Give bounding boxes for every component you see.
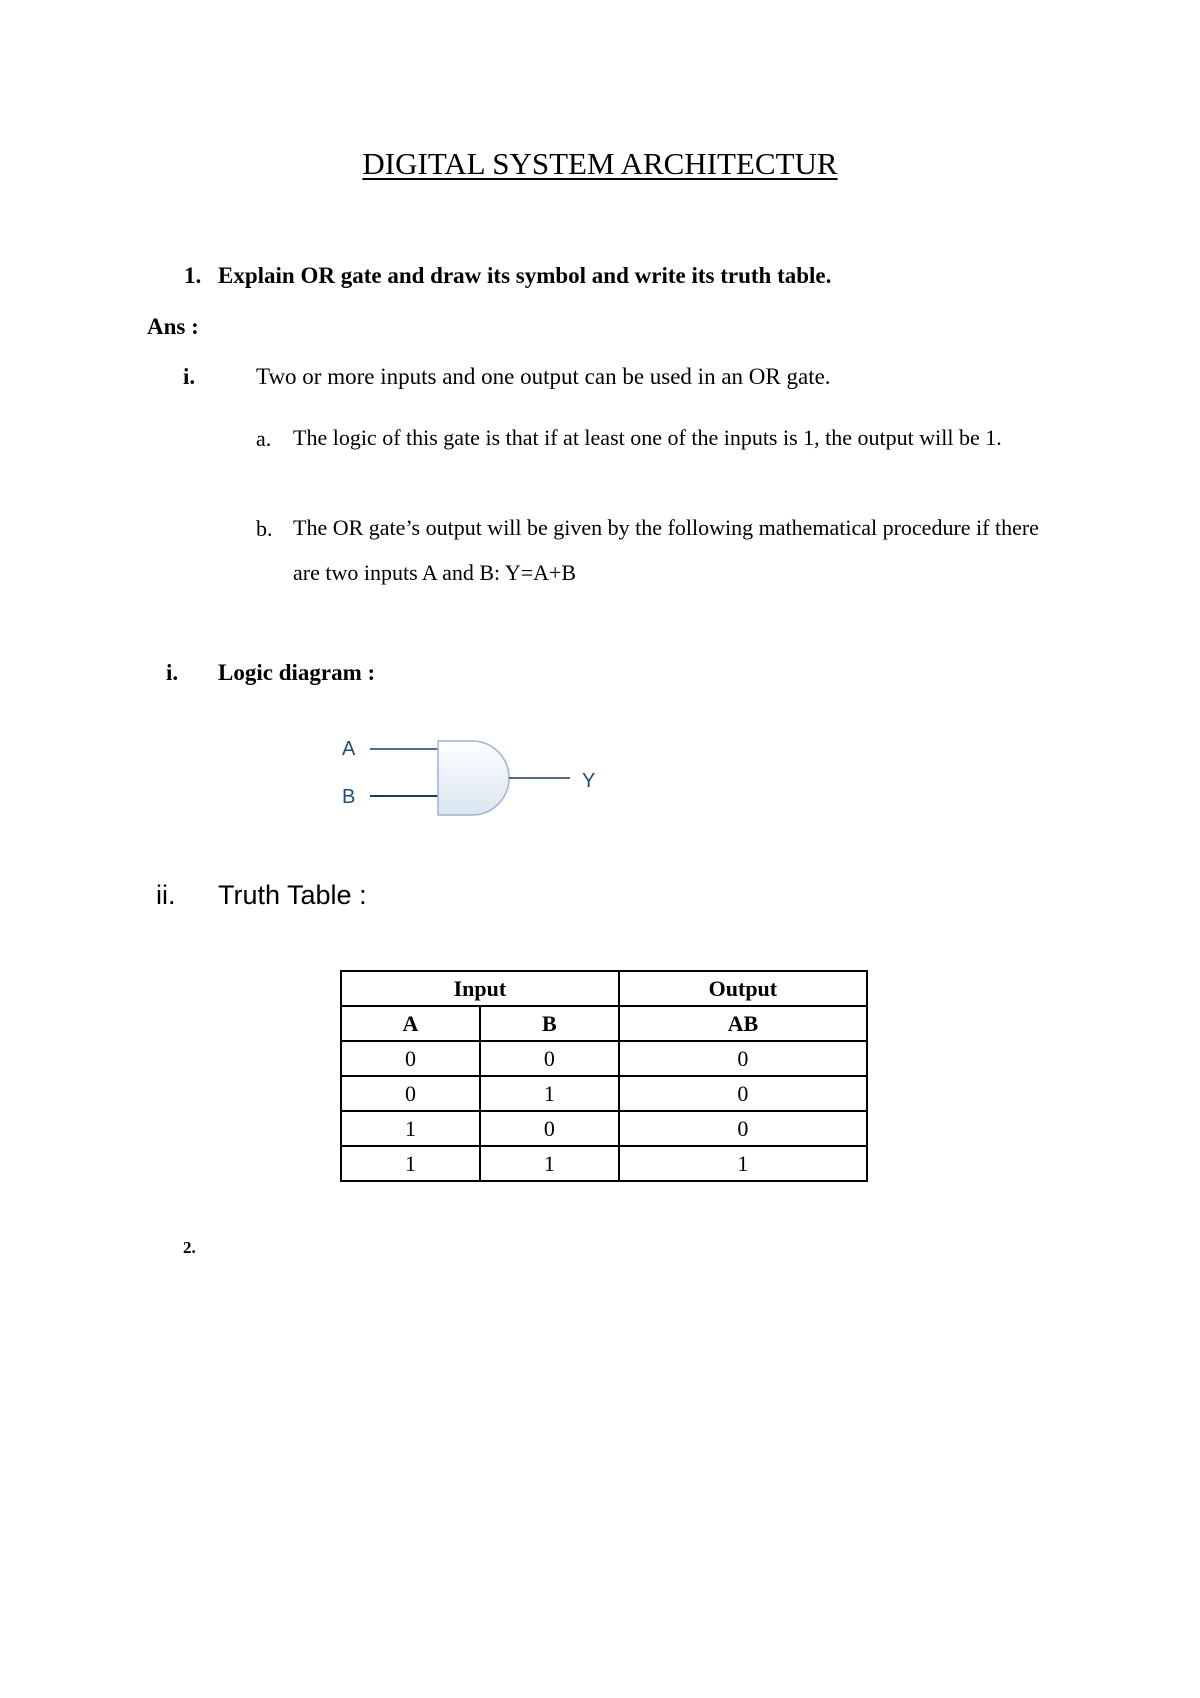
table-cell: 1 bbox=[341, 1146, 480, 1181]
group-header-output: Output bbox=[619, 971, 867, 1006]
gate-output-label: Y bbox=[582, 770, 596, 792]
table-cell: 1 bbox=[480, 1146, 619, 1181]
table-cell: 0 bbox=[480, 1111, 619, 1146]
answer-item-i-marker: i. bbox=[183, 364, 196, 389]
column-header-ab: AB bbox=[619, 1006, 867, 1041]
table-row bbox=[341, 1041, 867, 1076]
answer-item-b-text: The OR gate’s output will be given by the following mathematical procedure if there are two inputs A and B: Y=A+B bbox=[293, 515, 1039, 585]
gate-input-b-label: B bbox=[342, 786, 356, 808]
table-row bbox=[341, 1111, 867, 1146]
answer-item-a-text: The logic of this gate is that if at least one of the inputs is 1, the output will be 1. bbox=[293, 425, 1002, 450]
answer-item-b-marker: b. bbox=[256, 516, 273, 541]
table-cell: 1 bbox=[341, 1111, 480, 1146]
logic-section-marker: i. bbox=[166, 660, 179, 685]
question-2-number: 2. bbox=[183, 1238, 196, 1257]
table-cell: 0 bbox=[619, 1076, 867, 1111]
table-cell: 0 bbox=[341, 1041, 480, 1076]
table-row bbox=[341, 1076, 867, 1111]
table-row bbox=[341, 1146, 867, 1181]
logic-section-title: Logic diagram : bbox=[218, 660, 376, 685]
question-1-number: 1. bbox=[184, 263, 202, 288]
gate-input-a-label: A bbox=[342, 738, 356, 760]
table-cell: 0 bbox=[619, 1041, 867, 1076]
page-title: DIGITAL SYSTEM ARCHITECTUR bbox=[362, 146, 838, 181]
group-header-input: Input bbox=[341, 971, 619, 1006]
truth-table-column-header-row bbox=[341, 1006, 867, 1041]
table-cell: 0 bbox=[341, 1076, 480, 1111]
table-cell: 0 bbox=[619, 1111, 867, 1146]
column-header-b: B bbox=[480, 1006, 619, 1041]
truth-section-marker: ii. bbox=[156, 880, 176, 910]
table-cell: 0 bbox=[480, 1041, 619, 1076]
truth-section-title: Truth Table : bbox=[218, 880, 367, 910]
table-cell: 1 bbox=[480, 1076, 619, 1111]
column-header-a: A bbox=[341, 1006, 480, 1041]
truth-table bbox=[340, 970, 868, 1182]
answer-item-i-text: Two or more inputs and one output can be used in an OR gate. bbox=[256, 364, 831, 389]
gate-body bbox=[438, 741, 509, 815]
truth-table-group-header-row bbox=[341, 971, 867, 1006]
logic-gate-diagram bbox=[330, 725, 620, 835]
table-cell: 1 bbox=[619, 1146, 867, 1181]
answer-item-a-marker: a. bbox=[256, 426, 272, 451]
answer-label: Ans : bbox=[147, 314, 199, 339]
question-1-text: Explain OR gate and draw its symbol and write its truth table. bbox=[218, 263, 832, 288]
